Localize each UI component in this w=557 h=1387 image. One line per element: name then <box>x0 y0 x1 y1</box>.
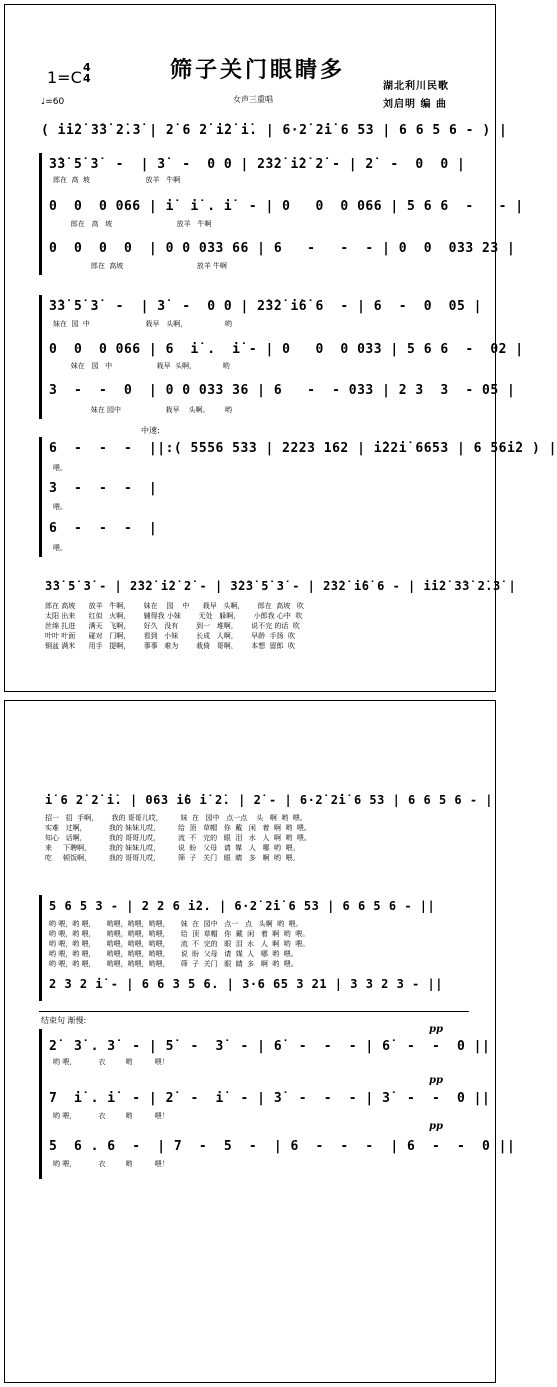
system2-voice3-notes: 3 - - 0 | 0 0 033 36 | 6 - - 033 | 2 3 3 - 05 | <box>49 383 516 398</box>
credit-origin: 湖北利川民歌 <box>383 81 449 92</box>
tempo-mark: ♩=60 <box>41 97 65 107</box>
score-page-1 <box>4 4 557 692</box>
coda-divider <box>39 1011 469 1012</box>
row1-lyrics-2: 实难 过啊， 我的 妹妹儿哎， 给 顶 草帽 你 戴 闲 着 啊 哟 喂。 <box>45 824 311 832</box>
system-brace-2 <box>39 295 42 419</box>
verse-lyrics-1: 郎在 高坡 放羊 牛啊， 妹在 园 中 栽早 头啊， 郎在 高坡 吹 <box>45 602 304 610</box>
time-signature <box>83 62 91 84</box>
row1-lyrics-4: 来 下聘啊， 我的 妹妹儿哎， 说 盼 父母 请 媒 人 哪 哟 喂。 <box>45 844 300 852</box>
tempo-change-label: 中速: <box>141 426 160 435</box>
row2-lyrics-2: 哟 喂，哟 喂， 哟喂，哟喂，哟喂， 给 顶 草帽 你 戴 闲 着 啊 哟 喂。 <box>49 930 310 938</box>
row2-notes: 5 6 5 3 - | 2 2 6 i̇2. | 6·2̇ 2̇i̇ 6 53 | 6 6 5 6 - || <box>49 899 436 913</box>
system2-voice2-lyrics: 妹在 园 中 栽早 头啊， 哟 <box>53 362 230 370</box>
score-page-2 <box>4 700 516 1383</box>
dynamic-pp-3: pp <box>429 1121 443 1132</box>
system-brace-1 <box>39 153 42 275</box>
coda-label: 结束句 渐慢: <box>41 1016 87 1025</box>
song-title: 筛子关门眼睛多 <box>170 57 346 83</box>
key-signature: 1=C <box>47 68 82 87</box>
system1-voice2-lyrics: 郎在 高 坡 放羊 牛啊 <box>53 220 212 228</box>
coda-voice3-notes: 5 6 . 6 - | 7 - 5 - | 6 - - - | 6 - - 0 || <box>49 1139 516 1154</box>
row2-lyrics-4: 哟 喂，哟 喂， 哟喂，哟喂，哟喂， 说 盼 父母 请 媒 人 哪 哟 喂。 <box>49 950 298 958</box>
coda-voice2-lyrics: 哟 喂， 衣 哟 喂！ <box>53 1112 169 1120</box>
system1-voice1-notes: 3̇3̇ 5̇ 3̇ - | 3̇ - 0 0 | 2̇3̇2̇ i̇2̇ 2̇ - | 2̇ - 0 0 | <box>49 157 466 172</box>
system3-voice2-lyrics: 喂。 <box>53 503 67 511</box>
row1-lyrics-3: 知心 话啊， 我的 哥哥儿哎， 流 不 完的 眼 泪 水 人 啊 哟 喂。 <box>45 834 311 842</box>
coda-voice1-lyrics: 哟 喂， 衣 哟 喂！ <box>53 1058 169 1066</box>
system3-voice2-notes: 3 - - - | <box>49 481 158 496</box>
system1-voice3-lyrics: 郎在 高坡 放羊 牛啊 <box>53 262 227 270</box>
dynamic-pp-1: pp <box>429 1024 443 1035</box>
coda-voice2-notes: 7 i̇ . i̇ - | 2̇ - i̇ - | 3̇ - - - | 3̇ - - 0 || <box>49 1091 491 1106</box>
row1-lyrics-1: 招一 招 手啊， 我的 哥哥儿哎， 妹 在 园中 点一点 头 啊 哟 喂。 <box>45 814 307 822</box>
time-bottom: 4 <box>83 72 91 85</box>
coda-voice1-notes: 2̇ 3̇ . 3̇ - | 5̇ - 3̇ - | 6̇ - - - | 6̇ - - 0 || <box>49 1039 491 1054</box>
system-brace-5 <box>39 1029 42 1179</box>
system2-voice2-notes: 0 0 0 066 | 6 i̇ . i̇ - | 0 0 0 033 | 5 6 6 - 02 | <box>49 342 524 357</box>
row2-lower-notes: 2 3 2 i̇ - | 6 6 3 5 6. | 3·6 65 3 21 | 3 3 2 3 - || <box>49 977 443 991</box>
system1-voice1-lyrics: 郎在 高 坡 放羊 牛啊 <box>53 176 181 184</box>
verse-lyrics-2: 太阳 出来 红似 火啊， 辅得我 小妹 无处 躲啊， 小郎我 心中 吹 <box>45 612 303 620</box>
verse-notes: 3̇3̇ 5̇ 3̇ - | 2̇3̇2̇ i̇2̇ 2̇ - | 3̇2̇3̇ 5̇ 3̇ - | 2̇3̇2̇ i̇6̇ 6 - | i̇i̇2̇ 3̇3̇ 2̇.3̇ | <box>45 579 517 593</box>
row1-lyrics-5: 吃 顿饭啊， 我的 哥哥儿哎， 筛 子 关门 眼 睛 多 啊 哟 喂。 <box>45 854 300 862</box>
verse-lyrics-5: 铜盆 满米 用手 提啊， 事事 难为 栽倚 哥啊， 本想 留郎 吹 <box>45 642 296 650</box>
system2-voice1-lyrics: 妹在 园 中 栽早 头啊， 哟 <box>53 320 233 328</box>
system-brace-4 <box>39 895 42 1001</box>
system2-voice1-notes: 3̇3̇ 5̇ 3̇ - | 3̇ - 0 0 | 2̇3̇2̇ i̇6̇ 6 - | 6 - 0 05 | <box>49 299 482 314</box>
system3-voice3-lyrics: 喂。 <box>53 544 67 552</box>
intro-line: ( i̇i̇2̇ 3̇3̇ 2̇.3̇ | 2̇ 6 2̇ i̇2̇ i̇. | 6·2̇ 2̇i̇ 6 53 | 6 6 5 6 - ) | <box>41 123 508 138</box>
system1-voice3-notes: 0 0 0 0 | 0 0 033 66 | 6 - - - | 0 0 033 23 | <box>49 241 516 256</box>
subtitle: 女声三重唱 <box>233 95 273 104</box>
system1-voice2-notes: 0 0 0 066 | i̇ i̇ . i̇ - | 0 0 0 066 | 5 6 6 - - | <box>49 199 524 214</box>
credit-arranger: 刘启明 编 曲 <box>383 99 447 110</box>
verse-lyrics-4: 叶叶 叶面 碰对 门啊， 看到 小妹 长成 人啊， 早龄 手扬 吹 <box>45 632 296 640</box>
row2-lyrics-5: 哟 喂，哟 喂， 哟喂，哟喂，哟喂， 筛 子 关门 眼 睛 多 啊 哟 喂。 <box>49 960 298 968</box>
system-brace-3 <box>39 437 42 557</box>
system2-voice3-lyrics: 妹在 园中 栽早 头啊。 哟 <box>53 406 233 414</box>
verse-lyrics-3: 丝绵 扎进 满天 飞啊， 好久 没有 到一 堆啊， 说不完 的话 吹 <box>45 622 300 630</box>
system3-voice1-notes: 6 - - - ||:( 5556 533 | 2223 162 | i̇22i̇ 6653 | 6 56i̇2 ) | <box>49 441 557 456</box>
row1-notes: i̇ 6 2̇ 2̇ i̇. | 063 i̇6 i̇ 2̇. | 2̇ - | 6·2̇ 2̇i̇ 6 53 | 6 6 5 6 - | <box>45 793 494 807</box>
row2-lyrics-3: 哟 喂，哟 喂， 哟喂，哟喂，哟喂， 流 不 完的 眼 泪 水 人 啊 哟 喂。 <box>49 940 310 948</box>
time-top: 4 <box>83 61 91 74</box>
dynamic-pp-2: pp <box>429 1075 443 1086</box>
system3-voice1-lyrics: 喂。 <box>53 464 67 472</box>
system3-voice3-notes: 6 - - - | <box>49 521 158 536</box>
row2-lyrics-1: 哟 喂，哟 喂， 哟喂，哟喂，哟喂， 妹 在 园中 点一 点 头啊 哟 喂。 <box>49 920 303 928</box>
coda-voice3-lyrics: 哟 喂， 衣 哟 喂！ <box>53 1160 169 1168</box>
